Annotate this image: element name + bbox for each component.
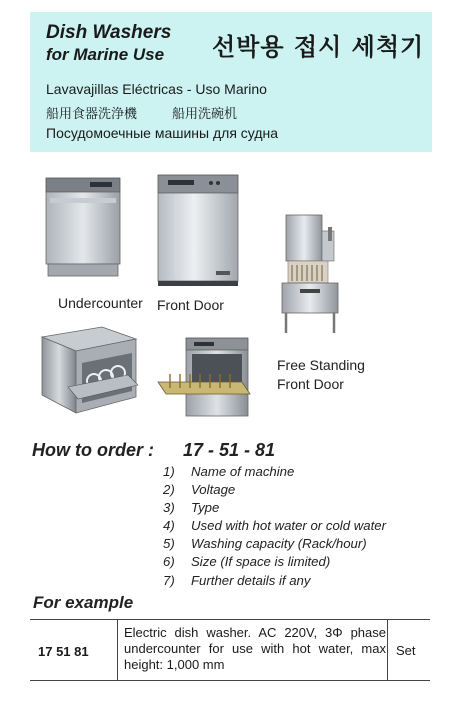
example-unit: Set bbox=[396, 643, 416, 658]
step-number: 7) bbox=[163, 572, 175, 588]
title-chinese-traditional: 船用食器洗浄機 bbox=[46, 107, 138, 122]
step-number: 1) bbox=[163, 464, 175, 479]
undercounter-dishwasher-image bbox=[44, 176, 122, 278]
title-spanish: Lavavajillas Eléctricas - Uso Marino bbox=[46, 81, 267, 97]
title-korean: 선박용 접시 세척기 bbox=[212, 33, 425, 61]
step-text: Name of machine bbox=[191, 464, 295, 479]
order-step bbox=[163, 463, 386, 481]
how-to-order-title: How to order : bbox=[32, 440, 154, 460]
title-en-line2: for Marine Use bbox=[46, 45, 165, 64]
example-table-top-rule bbox=[30, 619, 430, 620]
free-standing-caption-line2: Front Door bbox=[277, 376, 344, 392]
step-text: Washing capacity (Rack/hour) bbox=[191, 536, 367, 552]
step-text: Used with hot water or cold water bbox=[191, 518, 386, 534]
front-door-dishwasher-image bbox=[156, 173, 240, 287]
order-step bbox=[163, 535, 386, 553]
order-step bbox=[163, 499, 386, 517]
order-step bbox=[163, 572, 386, 590]
example-table-divider bbox=[117, 619, 118, 681]
free-standing-caption-line1: Free Standing bbox=[277, 357, 365, 373]
step-text: Further details if any bbox=[191, 572, 311, 588]
step-number: 5) bbox=[163, 536, 175, 552]
step-number: 6) bbox=[163, 554, 175, 570]
for-example-title: For example bbox=[33, 593, 134, 612]
order-steps-list bbox=[163, 463, 386, 590]
free-standing-dishwasher-image bbox=[278, 211, 348, 335]
example-description: Electric dish washer. AC 220V, 3Φ phase undercounter for use with hot water, max height: 1,000 mm bbox=[124, 625, 386, 672]
title-russian: Посудомоечные машины для судна bbox=[46, 125, 279, 141]
title-chinese-simplified: 船用洗碗机 bbox=[172, 107, 238, 122]
example-code: 17 51 81 bbox=[38, 644, 89, 659]
title-en-line1: Dish Washers bbox=[46, 22, 172, 43]
example-table-bottom-rule bbox=[30, 680, 430, 681]
order-step bbox=[163, 481, 386, 499]
front-door-caption: Front Door bbox=[157, 297, 224, 313]
example-table-divider bbox=[387, 619, 388, 681]
order-step bbox=[163, 553, 386, 571]
glass-washer-image bbox=[156, 334, 256, 422]
undercounter-caption: Undercounter bbox=[58, 295, 143, 311]
order-step bbox=[163, 517, 386, 535]
step-number: 2) bbox=[163, 482, 175, 498]
open-dishwasher-rack-image bbox=[32, 323, 142, 419]
step-text: Type bbox=[191, 500, 220, 516]
step-number: 3) bbox=[163, 500, 175, 516]
step-text: Size (If space is limited) bbox=[191, 554, 331, 570]
step-number: 4) bbox=[163, 518, 175, 534]
step-text: Voltage bbox=[191, 482, 236, 498]
how-to-order-code: 17 - 51 - 81 bbox=[183, 440, 276, 460]
